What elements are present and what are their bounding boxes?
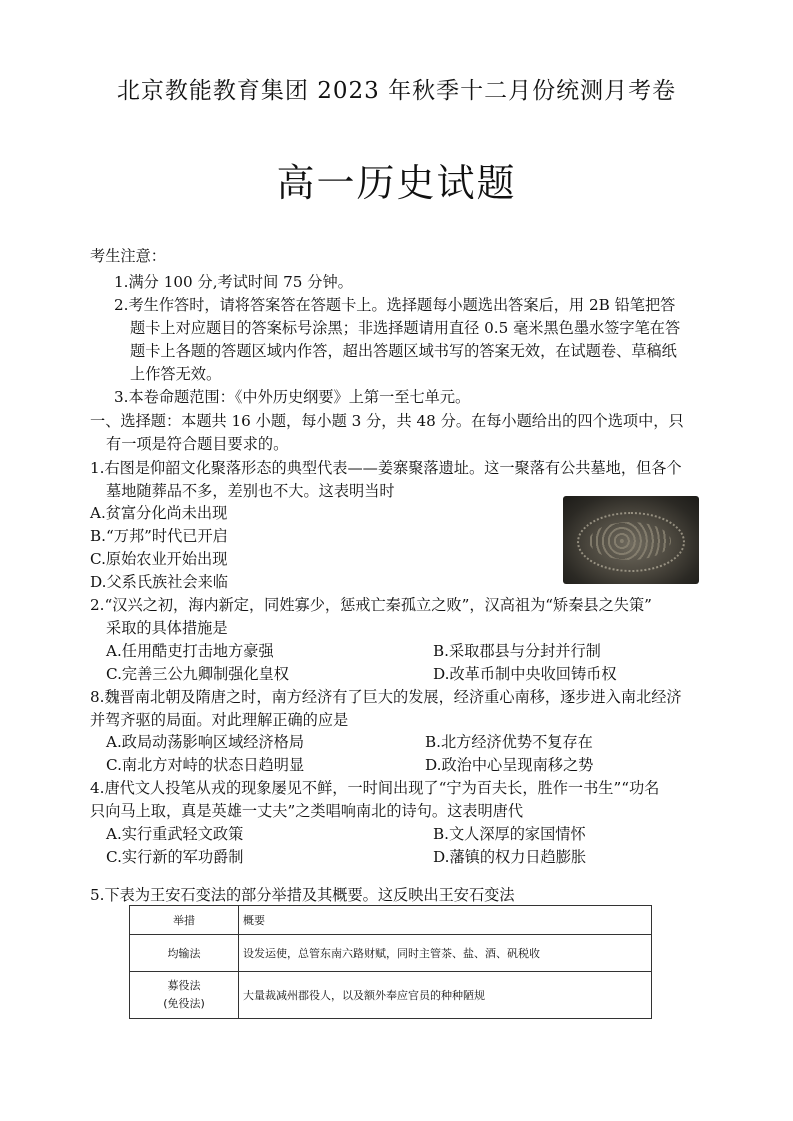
question-4-option-d: D.藩镇的权力日趋膨胀	[433, 848, 587, 866]
question-1-option-c: C.原始农业开始出现	[90, 550, 228, 568]
exam-subtitle: 北京教能教育集团 2023 年秋季十二月份统测月考卷	[116, 78, 677, 104]
question-1-stem-cont: 墓地随葬品不多，差别也不大。这表明当时	[106, 482, 395, 500]
question-5-stem: 5.下表为王安石变法的部分举措及其概要。这反映出王安石变法	[90, 886, 515, 904]
notice-line-4: 题卡上各题的答题区域内作答，超出答题区域书写的答案无效，在试题卷、草稿纸	[130, 342, 677, 360]
measure-alias: (免役法)	[163, 997, 205, 1010]
reform-table	[129, 905, 652, 1019]
question-3-option-d: D.政治中心呈现南移之势	[425, 756, 594, 774]
question-3-stem: 8.魏晋南北朝及隋唐之时，南方经济有了巨大的发展，经济重心南移，逐步进入南北经济	[90, 688, 682, 706]
table-row	[130, 935, 652, 972]
question-1-option-d: D.父系氏族社会来临	[90, 573, 228, 591]
question-2-stem: 2.“汉兴之初，海内新定，同姓寡少，惩戒亡秦孤立之败”，汉高祖为“矫秦县之失策”	[90, 596, 652, 614]
question-4-option-c: C.实行新的军功爵制	[106, 848, 244, 866]
question-4-stem: 4.唐代文人投笔从戎的现象屡见不鲜，一时间出现了“宁为百夫长，胜作一书生”“功名	[90, 779, 660, 797]
section-heading-cont: 有一项是符合题目要求的。	[106, 435, 289, 453]
question-4-option-b: B.文人深厚的家国情怀	[433, 825, 586, 843]
table-cell-measure	[130, 972, 239, 1019]
notice-line-1: 1.满分 100 分,考试时间 75 分钟。	[114, 273, 353, 291]
notice-line-6: 3.本卷命题范围：《中外历史纲要》上第一至七单元。	[114, 388, 471, 406]
measure-name: 募役法	[167, 979, 201, 992]
question-2-option-b: B.采取郡县与分封并行制	[433, 642, 601, 660]
question-1-option-a: A.贫富分化尚未出现	[90, 504, 228, 522]
table-header-row	[130, 906, 652, 935]
question-3-option-a: A.政局动荡影响区域经济格局	[106, 733, 305, 751]
notice-heading: 考生注意：	[90, 247, 166, 265]
question-1-stem: 1.右图是仰韶文化聚落形态的典型代表——姜寨聚落遗址。这一聚落有公共墓地，但各个	[90, 459, 682, 477]
question-3-option-b: B.北方经济优势不复存在	[425, 733, 593, 751]
question-2-option-c: C.完善三公九卿制强化皇权	[106, 665, 289, 683]
question-2-option-d: D.改革币制中央收回铸币权	[433, 665, 617, 683]
question-2-stem-cont: 采取的具体措施是	[106, 619, 228, 637]
jiangzhai-site-photo	[563, 496, 699, 584]
table-cell-measure: 均输法	[130, 935, 239, 972]
table-header-measure: 举措	[130, 906, 239, 935]
question-4-option-a: A.实行重武轻文政策	[106, 825, 244, 843]
question-4-stem-cont: 只向马上取，真是英雄一丈夫”之类唱响南北的诗句。这表明唐代	[90, 802, 524, 820]
notice-line-2: 2.考生作答时，请将答案答在答题卡上。选择题每小题选出答案后，用 2B 铅笔把答	[114, 296, 676, 314]
notice-line-5: 上作答无效。	[130, 365, 222, 383]
question-3-stem-cont: 并驾齐驱的局面。对此理解正确的应是	[90, 711, 349, 729]
table-cell-summary: 大量裁减州郡役人，以及额外奉应官员的种种陋规	[239, 972, 652, 1019]
section-heading: 一、选择题：本题共 16 小题，每小题 3 分，共 48 分。在每小题给出的四个选项中，只	[90, 412, 684, 430]
table-cell-summary: 设发运使，总管东南六路财赋，同时主管茶、盐、酒、矾税收	[239, 935, 652, 972]
question-2-option-a: A.任用酷吏打击地方豪强	[106, 642, 274, 660]
question-1-option-b: B.“万邦”时代已开启	[90, 527, 228, 545]
table-header-summary: 概要	[239, 906, 652, 935]
question-3-option-c: C.南北方对峙的状态日趋明显	[106, 756, 305, 774]
table-row	[130, 972, 652, 1019]
page-title: 高一历史试题	[276, 161, 517, 205]
notice-line-3: 题卡上对应题目的答案标号涂黑；非选择题请用直径 0.5 毫米黑色墨水签字笔在答	[130, 319, 681, 337]
